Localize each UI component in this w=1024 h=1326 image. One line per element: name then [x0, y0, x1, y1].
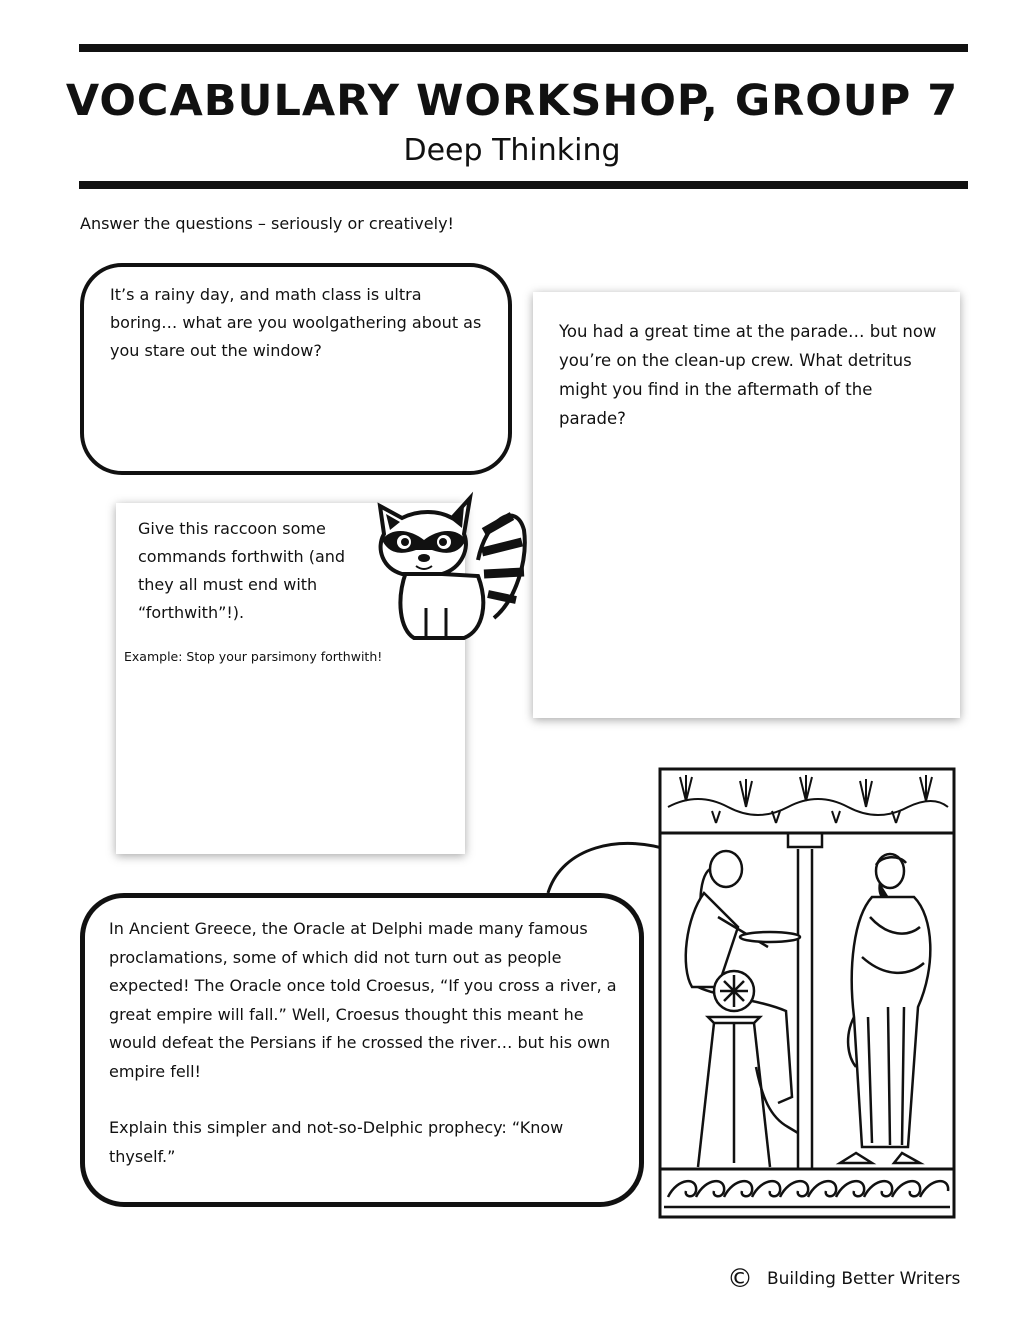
raccoon-illustration — [366, 490, 528, 645]
parade-answer-box[interactable] — [533, 292, 960, 718]
raccoon-question: Give this raccoon some commands forthwith (and they all must end with “forthwith”!). — [138, 519, 346, 622]
copyright-icon: © — [727, 1264, 753, 1294]
rainy-day-question: It’s a rainy day, and math class is ultra boring… what are you woolgathering about as you stare out the window? — [110, 285, 482, 360]
rainy-day-answer-box[interactable] — [80, 263, 512, 475]
top-rule — [79, 44, 968, 52]
page-subtitle: Deep Thinking — [403, 133, 621, 168]
oracle-intro: In Ancient Greece, the Oracle at Delphi made many famous proclamations, some of which did not turn out as people expected! The Oracle once told Croesus, “If you cross a river, a great empire will fall.” Well, Croesus thought this meant he would defeat the Persians if he crossed the river… but his own empire fell! — [109, 919, 617, 1081]
footer-credit — [727, 1266, 960, 1292]
raccoon-example: Example: Stop your parsimony forthwith! — [124, 649, 383, 664]
instructions: Answer the questions – seriously or creatively! — [80, 214, 454, 233]
parade-question: You had a great time at the parade… but now you’re on the clean-up crew. What detritus might you find in the aftermath of the parade? — [559, 322, 937, 428]
bottom-rule — [79, 181, 968, 189]
greek-oracle-illustration — [658, 767, 956, 1219]
oracle-question: Explain this simpler and not-so-Delphic prophecy: “Know thyself.” — [109, 1118, 564, 1166]
page-title: VOCABULARY WORKSHOP, GROUP 7 — [65, 76, 959, 126]
oracle-answer-box[interactable] — [80, 893, 644, 1207]
footer-credit-text: Building Better Writers — [767, 1269, 961, 1289]
